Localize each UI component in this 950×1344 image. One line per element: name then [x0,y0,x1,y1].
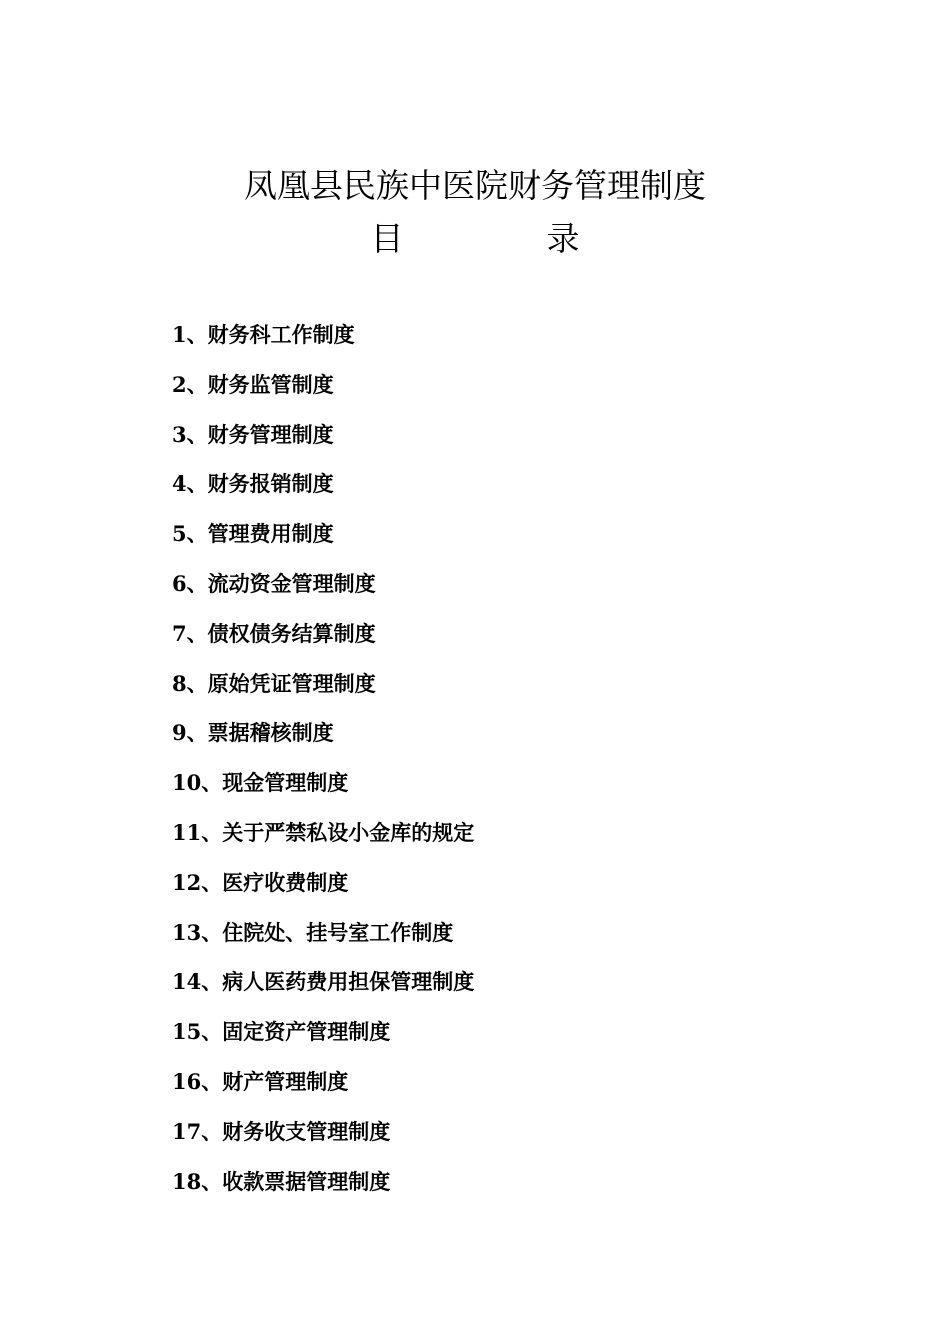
toc-heading-left: 目 [370,219,404,258]
toc-item: 13、住院处、挂号室工作制度 [172,919,454,945]
toc-item: 3、财务管理制度 [172,421,334,447]
toc-item: 11、关于严禁私设小金库的规定 [172,819,475,845]
toc-item: 15、固定资产管理制度 [172,1019,391,1045]
document-title: 凤凰县民族中医院财务管理制度 [244,166,706,205]
table-of-contents [172,318,872,1214]
toc-item: 6、流动资金管理制度 [172,570,376,596]
toc-item: 4、财务报销制度 [172,471,334,497]
toc-item: 12、医疗收费制度 [172,869,349,895]
toc-item: 14、病人医药费用担保管理制度 [172,969,475,995]
toc-item: 9、票据稽核制度 [172,720,334,746]
toc-item: 17、财务收支管理制度 [172,1118,391,1144]
toc-item: 7、债权债务结算制度 [172,620,376,646]
toc-heading-right: 录 [546,219,580,258]
toc-item: 10、现金管理制度 [172,770,349,796]
toc-item: 5、管理费用制度 [172,521,334,547]
toc-item: 8、原始凭证管理制度 [172,670,376,696]
toc-item: 2、财务监管制度 [172,371,334,397]
toc-item: 1、财务科工作制度 [172,322,355,347]
toc-item: 18、收款票据管理制度 [172,1168,391,1194]
toc-item: 16、财产管理制度 [172,1068,349,1094]
